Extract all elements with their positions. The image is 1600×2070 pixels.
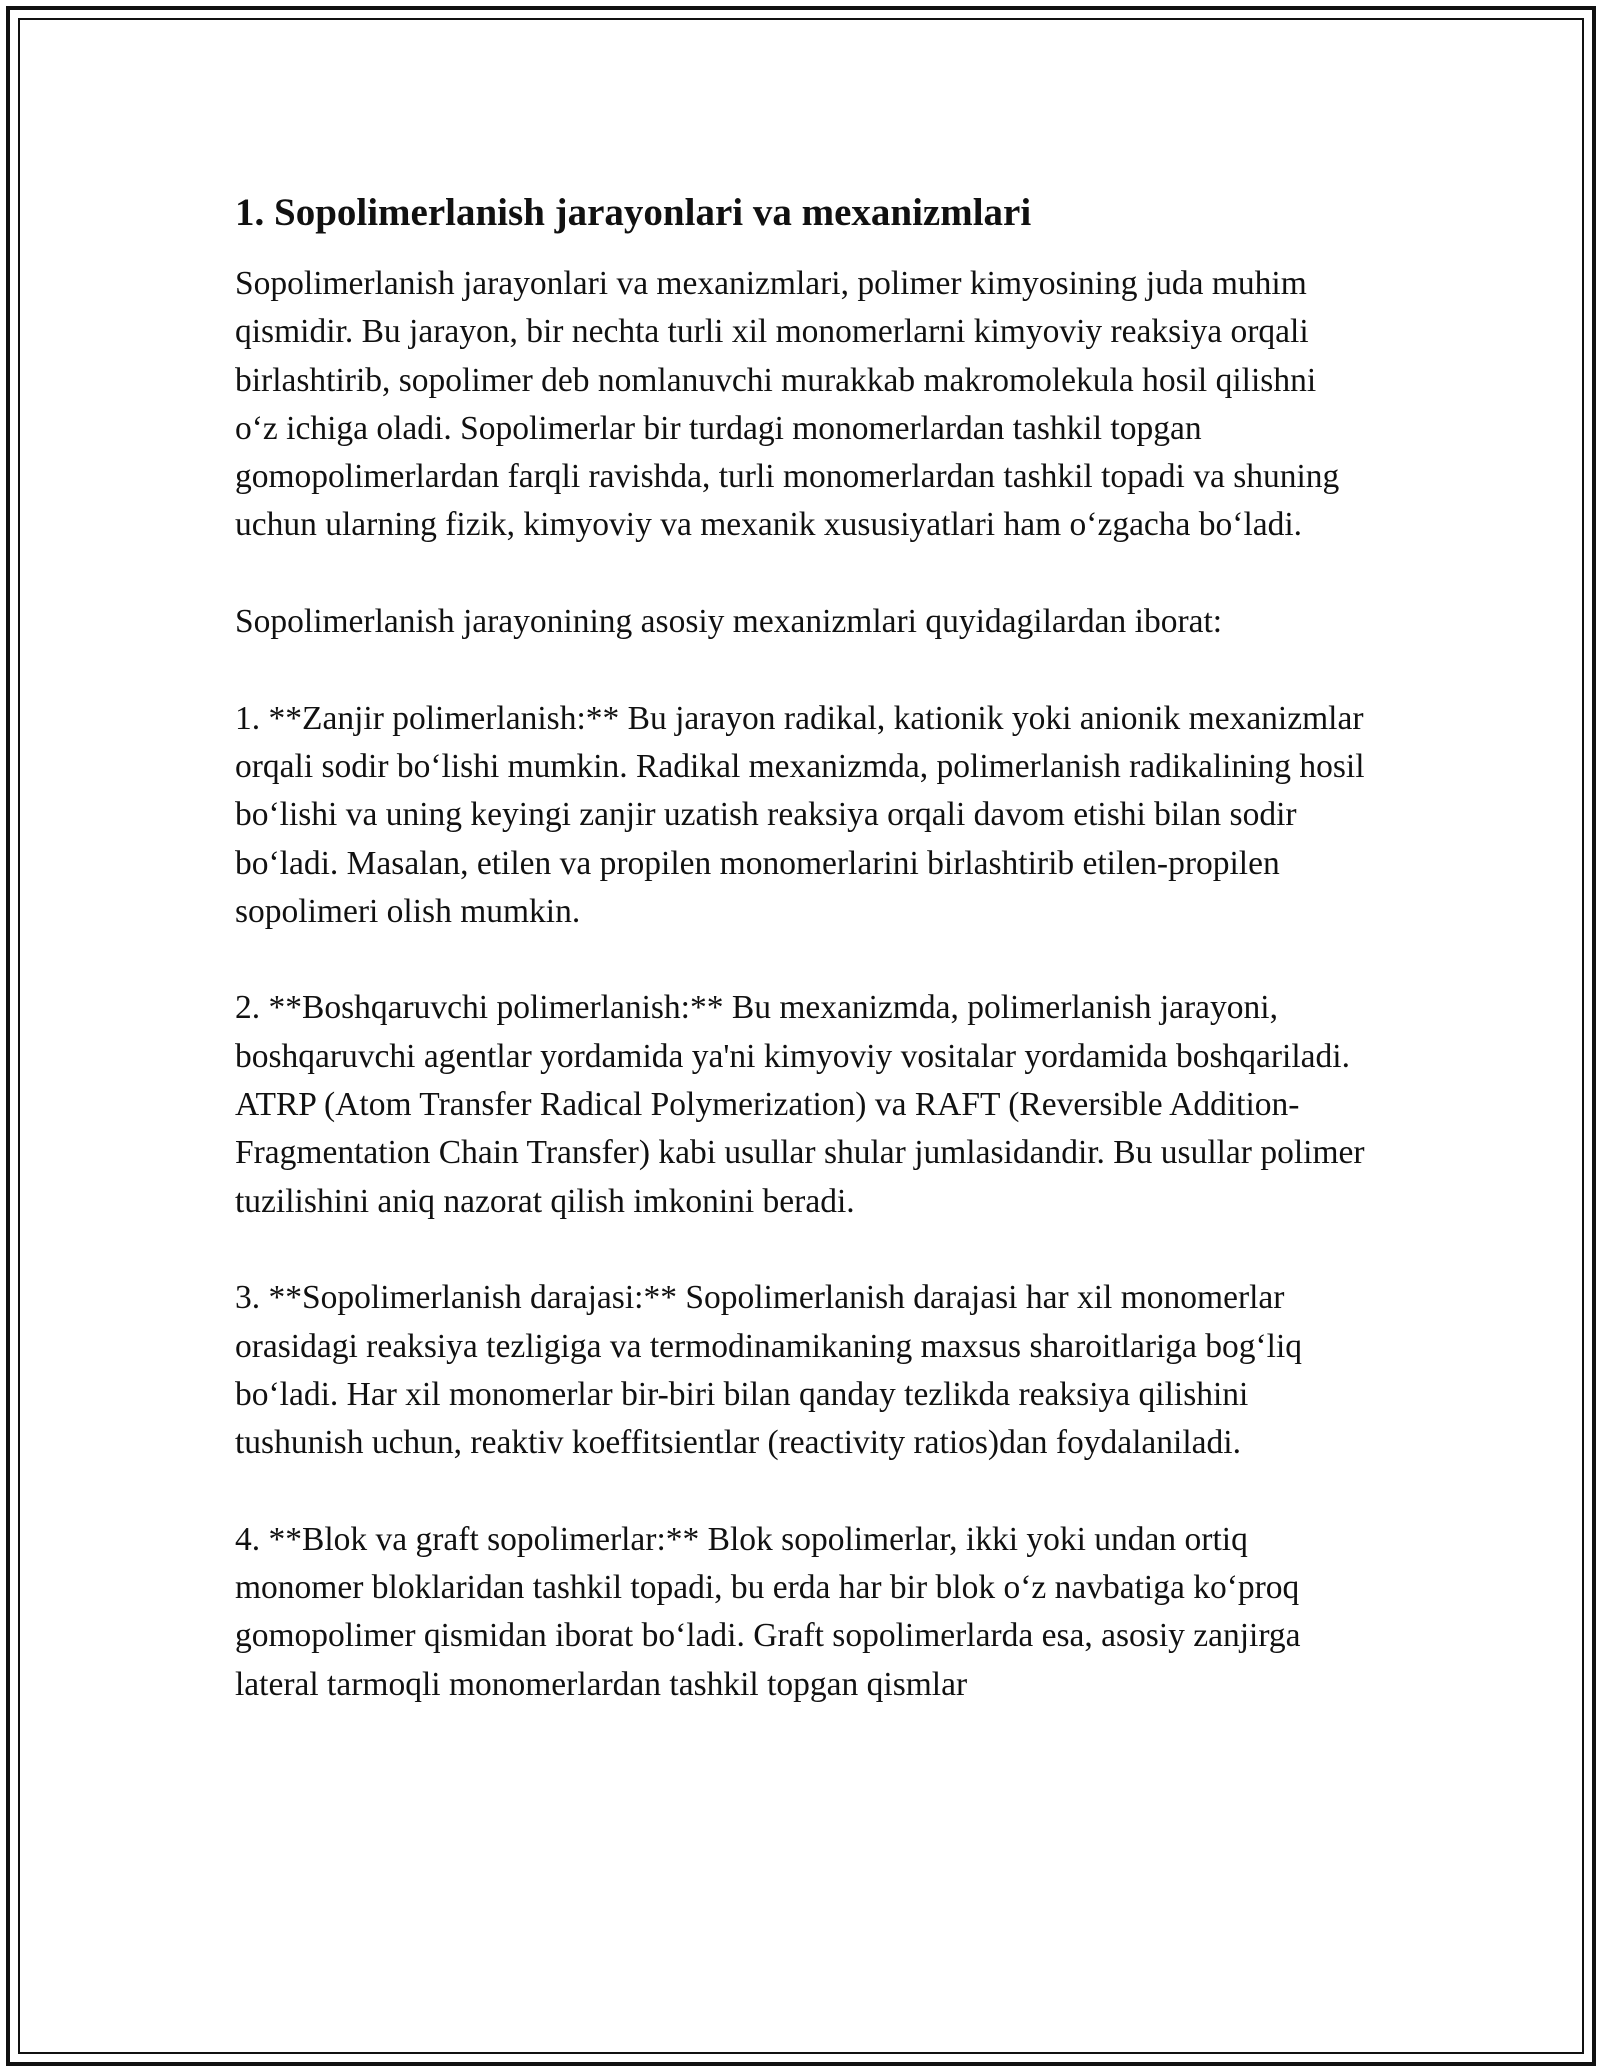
paragraph-intro: Sopolimerlanish jarayonlari va mexanizmlari, polimer kimyosining juda muhim qismidir. Bu jarayon, bir nechta turli xil monomerlarni kimyoviy reaksiya orqali birlashtirib, sopolimer deb nomlanuvchi murakkab makromolekula hosil qilishni o‘z ichiga oladi. Sopolimerlar bir turdagi monomerlardan tashkil topgan gomopolimerlardan farqli ravishda, turli monomerlardan tashkil topadi va shuning uchun ularning fizik, kimyoviy va mexanik xususiyatlari ham o‘zgacha bo‘ladi. <box>235 265 1340 544</box>
paragraph-controlled-polymerization: 2. **Boshqaruvchi polimerlanish:** Bu mexanizmda, polimerlanish jarayoni, boshqaruvchi agentlar yordamida ya'ni kimyoviy vositalar yordamida boshqariladi. ATRP (Atom Transfer Radical Polymerization) va RAFT (Reversible Addition-Fragmentation Chain Transfer) kabi usullar shular jumlasidandir. Bu usullar polimer tuzilishini aniq nazorat qilish imkonini beradi. <box>235 989 1365 1220</box>
paragraph-mechanisms-lead: Sopolimerlanish jarayonining asosiy mexanizmlari quyidagilardan iborat: <box>235 603 1223 641</box>
section-heading: 1. Sopolimerlanish jarayonlari va mexanizmlari <box>235 191 1032 234</box>
document-body <box>235 188 1365 1757</box>
paragraph-chain-polymerization: 1. **Zanjir polimerlanish:** Bu jarayon radikal, kationik yoki anionik mexanizmlar orqali sodir bo‘lishi mumkin. Radikal mexanizmda, polimerlanish radikalining hosil bo‘lishi va uning keyingi zanjir uzatish reaksiya orqali davom etishi bilan sodir bo‘ladi. Masalan, etilen va propilen monomerlarini birlashtirib etilen-propilen sopolimeri olish mumkin. <box>235 699 1365 930</box>
paragraph-block-graft: 4. **Blok va graft sopolimerlar:** Blok sopolimerlar, ikki yoki undan ortiq monomer bloklaridan tashkil topadi, bu erda har bir blok o‘z navbatiga ko‘proq gomopolimer qismidan iborat bo‘ladi. Graft sopolimerlarda esa, asosiy zanjirga lateral tarmoqli monomerlardan tashkil topgan qismlar <box>235 1520 1301 1703</box>
paragraph-copolymerization-degree: 3. **Sopolimerlanish darajasi:** Sopolimerlanish darajasi har xil monomerlar orasidagi reaksiya tezligiga va termodinamikaning maxsus sharoitlariga bog‘liq bo‘ladi. Har xil monomerlar bir-biri bilan qanday tezlikda reaksiya qilishini tushunish uchun, reaktiv koeffitsientlar (reactivity ratios)dan foydalaniladi. <box>235 1279 1303 1462</box>
